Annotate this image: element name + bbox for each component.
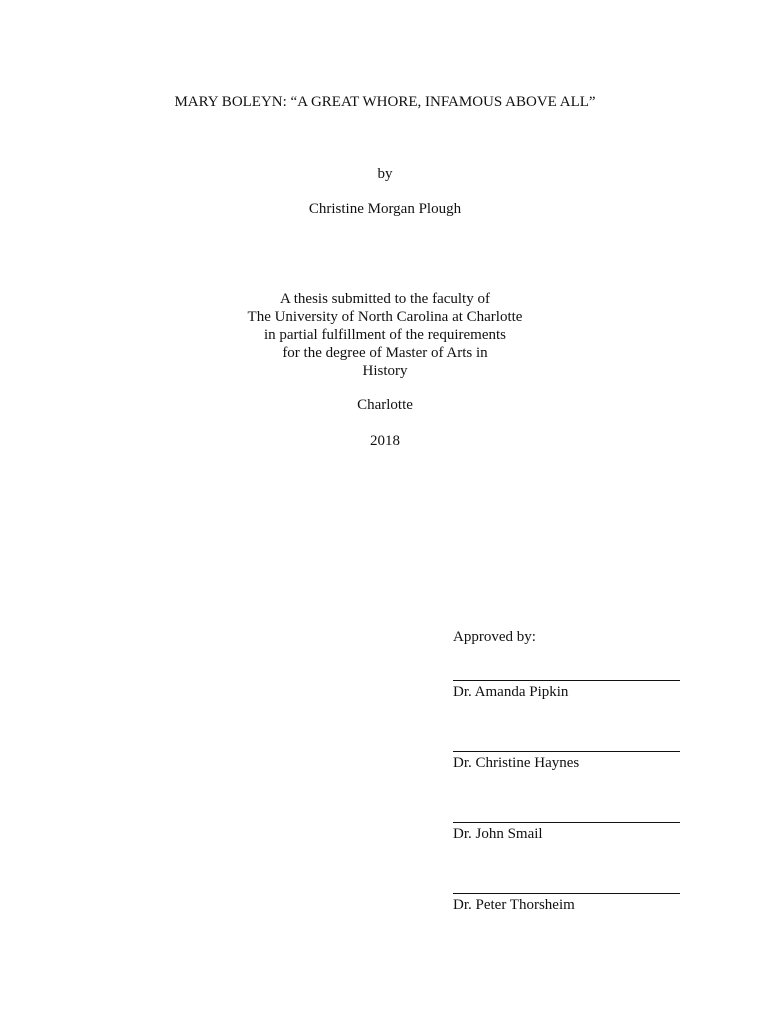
statement-line: for the degree of Master of Arts in [282, 345, 488, 361]
approval-section [453, 628, 683, 913]
signature-line [453, 680, 680, 681]
place-name: Charlotte [357, 397, 413, 413]
year: 2018 [370, 433, 400, 449]
approved-by-label: Approved by: [453, 629, 536, 645]
statement-line: History [362, 363, 408, 379]
statement-line: A thesis submitted to the faculty of [280, 291, 490, 307]
by-label: by [377, 166, 393, 182]
signature-line [453, 822, 680, 823]
signature-block [453, 822, 681, 843]
statement-line: The University of North Carolina at Charlotte [247, 309, 523, 325]
signature-line [453, 893, 680, 894]
signature-block [453, 751, 681, 772]
signature-line [453, 751, 680, 752]
signer-name: Dr. Peter Thorsheim [453, 897, 575, 913]
signature-block [453, 893, 681, 914]
signer-name: Dr. John Smail [453, 826, 543, 842]
signer-name: Dr. Amanda Pipkin [453, 684, 569, 700]
author-name: Christine Morgan Plough [308, 201, 462, 217]
signature-block [453, 680, 681, 701]
statement-line: in partial fulfillment of the requirements [263, 327, 506, 343]
signer-name: Dr. Christine Haynes [453, 755, 580, 771]
thesis-title: MARY BOLEYN: “A GREAT WHORE, INFAMOUS ABOVE ALL” [174, 94, 596, 110]
submission-statement [0, 290, 770, 380]
